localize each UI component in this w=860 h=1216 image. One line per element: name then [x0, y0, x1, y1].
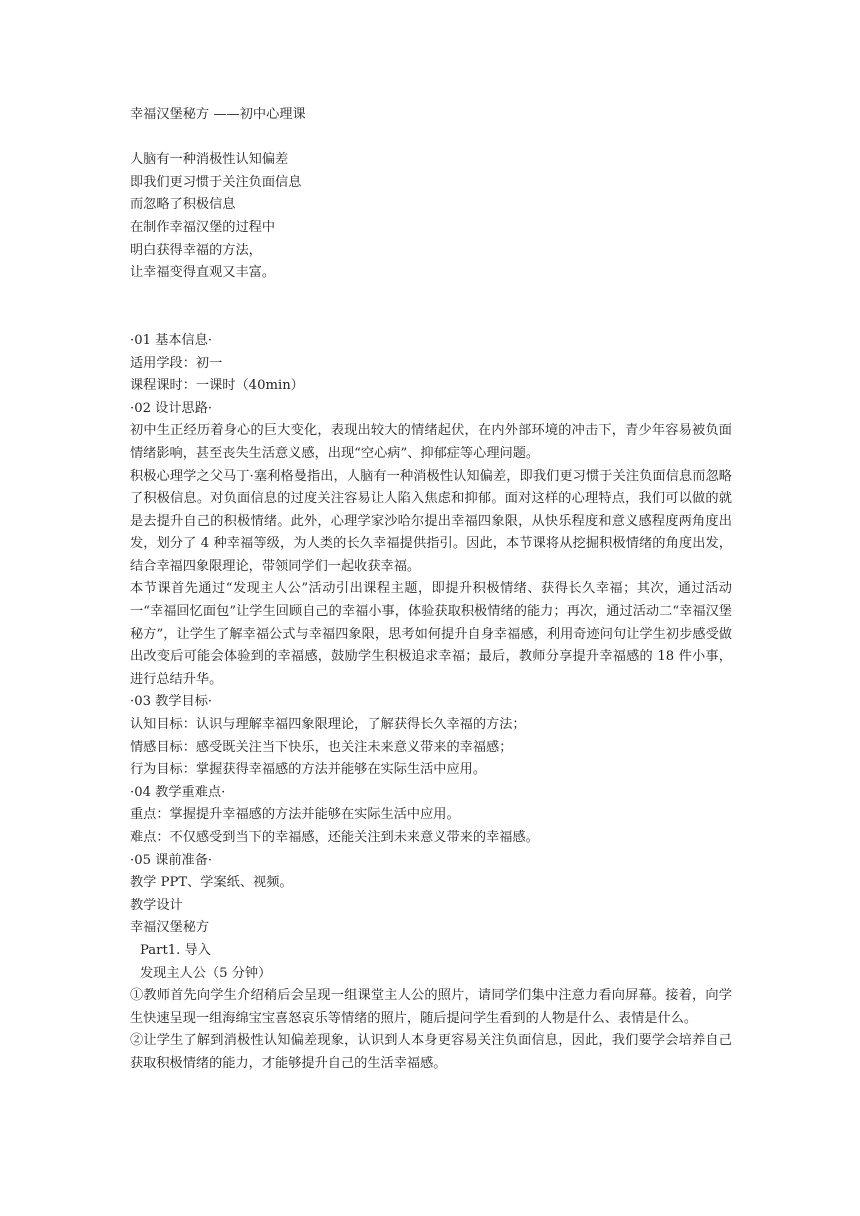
intro-line: 在制作幸福汉堡的过程中 [130, 219, 276, 235]
section-basic-info [130, 330, 732, 398]
paragraph: 初中生正经历着身心的巨大变化，表现出较大的情绪起伏，在内外部环境的冲击下，青少年容易被负面情绪影响，甚至丧失生活意义感，出现“空心病”、抑郁症等心理问题。 [130, 423, 732, 461]
paragraph: 积极心理学之父马丁·塞利格曼指出，人脑有一种消极性认知偏差，即我们更习惯于关注负面信息而忽略了积极信息。对负面信息的过度关注容易让人陷入焦虑和抑郁。面对这样的心理特点，我们可以做的就是去提升自己的积极情绪。此外，心理学家沙哈尔提出幸福四象限，从快乐程度和意义感程度两角度出发，划分了 4 种幸福等级，为人类的长久幸福提供指引。因此，本节课将从挖掘积极情绪的角度出发，结合幸福四象限理论，带领同学们一起收获幸福。 [130, 468, 732, 574]
section-heading: ·01 基本信息· [130, 332, 213, 348]
step-paragraph: ②让学生了解到消极性认知偏差现象，认识到人本身更容易关注负面信息，因此，我们要学会培养自己获取积极情绪的能力，才能够提升自己的生活幸福感。 [130, 1033, 732, 1071]
blank-line [130, 307, 732, 330]
section-heading: ·05 课前准备· [130, 852, 213, 868]
section-design-idea [130, 398, 732, 692]
section-teaching-goals [130, 691, 732, 781]
intro-line: 人脑有一种消极性认知偏差 [130, 152, 289, 168]
section-heading: ·03 教学目标· [130, 694, 213, 710]
document-page [130, 104, 732, 1076]
intro-line: 明白获得幸福的方法， [130, 242, 262, 258]
key-point-line: 难点：不仅感受到当下的幸福感，还能关注到未来意义带来的幸福感。 [130, 830, 539, 845]
activity-heading: 发现主人公（5 分钟） [140, 965, 272, 981]
goal-line: 行为目标：掌握获得幸福感的方法并能够在实际生活中应用。 [130, 762, 487, 778]
goal-line: 认知目标：认识与理解幸福四象限理论，了解获得长久幸福的方法； [130, 717, 526, 733]
intro-line: 而忽略了积极信息 [130, 197, 236, 213]
part-heading: Part1. 导入 [140, 942, 211, 958]
blank-line [130, 127, 732, 150]
preparation-line: 教学 PPT、学案纸、视频。 [130, 875, 293, 891]
design-subtitle: 幸福汉堡秘方 [130, 920, 210, 936]
paragraph: 本节课首先通过“发现主人公”活动引出课程主题，即提升积极情绪、获得长久幸福；其次，通过活动一“幸福回忆面包”让学生回顾自己的幸福小事，体验获取积极情绪的能力；再次，通过活动二“幸福汉堡秘方”，让学生了解幸福公式与幸福四象限，思考如何提升自身幸福感，利用奇迹问句让学生初步感受做出改变后可能会体验到的幸福感，鼓励学生积极追求幸福；最后，教师分享提升幸福感的 18 件小事，进行总结升华。 [130, 581, 732, 687]
key-point-line: 重点：掌握提升幸福感的方法并能够在实际生活中应用。 [130, 807, 460, 823]
section-key-points [130, 782, 732, 850]
design-heading: 教学设计 [130, 897, 183, 913]
blank-line [130, 285, 732, 308]
intro-line: 让幸福变得直观又丰富。 [130, 265, 276, 281]
section-preparation [130, 850, 732, 895]
section-teaching-design [130, 895, 732, 1076]
document-title: 幸福汉堡秘方 ——初中心理课 [130, 107, 306, 122]
section-heading: ·02 设计思路· [130, 400, 213, 416]
info-line: 课程课时：一课时（40min） [130, 378, 304, 394]
step-paragraph: ①教师首先向学生介绍稍后会呈现一组课堂主人公的照片，请同学们集中注意力看向屏幕。接着，向学生快速呈现一组海绵宝宝喜怒哀乐等情绪的照片，随后提问学生看到的人物是什么、表情是什么。 [130, 988, 732, 1026]
section-heading: ·04 教学重难点· [130, 784, 226, 800]
intro-block [130, 149, 732, 285]
info-line: 适用学段：初一 [130, 355, 223, 371]
goal-line: 情感目标：感受既关注当下快乐，也关注未来意义带来的幸福感； [130, 739, 513, 755]
intro-line: 即我们更习惯于关注负面信息 [130, 174, 302, 190]
